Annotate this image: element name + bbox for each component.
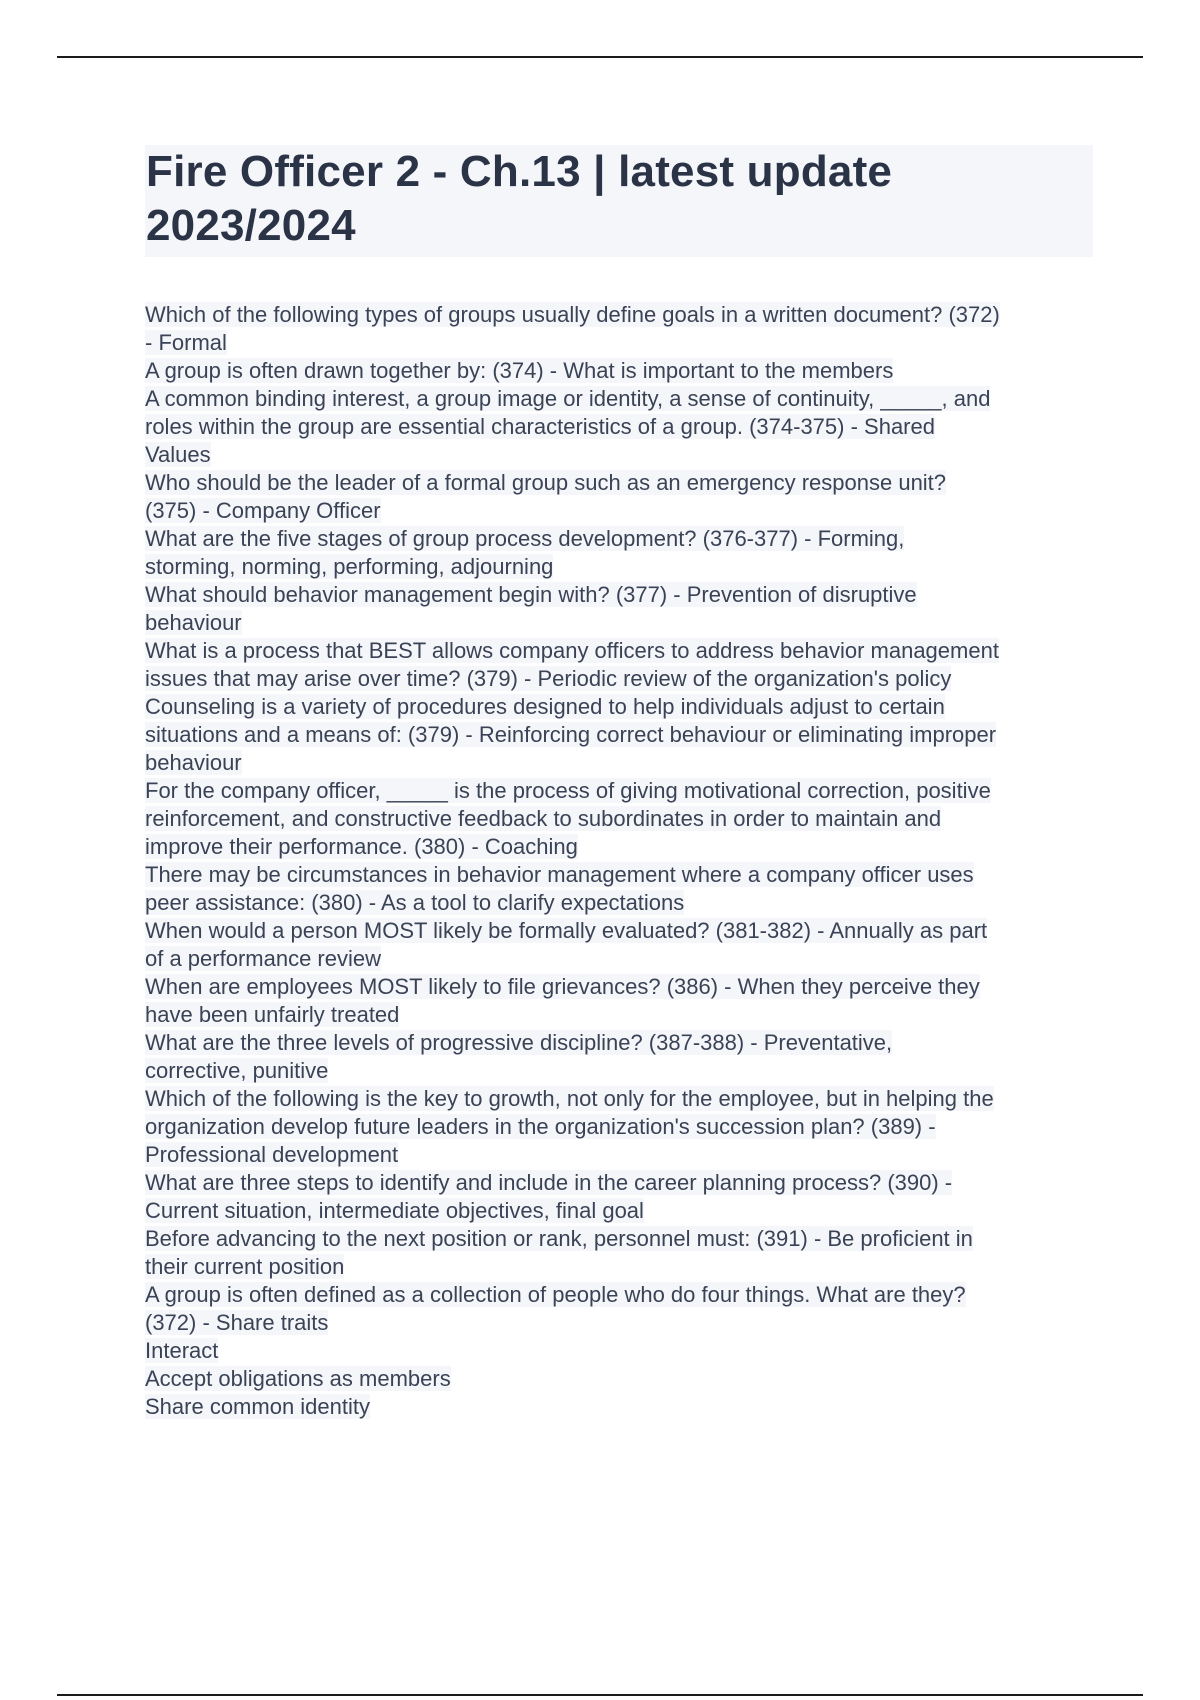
content-line-text: A group is often drawn together by: (374) - What is important to the members [145, 358, 894, 383]
content-line [145, 357, 1095, 385]
content-line-text: (375) - Company Officer [145, 498, 381, 523]
content-line-text: What are three steps to identify and include in the career planning process? (390) - [145, 1170, 953, 1195]
content-line-text: of a performance review [145, 946, 381, 971]
content-line-text: When would a person MOST likely be formally evaluated? (381-382) - Annually as part [145, 918, 988, 943]
content-line-text: Professional development [145, 1142, 399, 1167]
content-line [145, 469, 1095, 497]
content-line [145, 1197, 1095, 1225]
content-line-text: issues that may arise over time? (379) - Periodic review of the organization's policy [145, 666, 952, 691]
content-line [145, 329, 1095, 357]
content-line [145, 1365, 1095, 1393]
content-line [145, 1337, 1095, 1365]
content-line-text: A common binding interest, a group image or identity, a sense of continuity, _____, and [145, 386, 991, 411]
content-line-text: peer assistance: (380) - As a tool to clarify expectations [145, 890, 685, 915]
content-line-text: situations and a means of: (379) - Reinforcing correct behaviour or eliminating improper [145, 722, 997, 747]
content-line-text: A group is often defined as a collection of people who do four things. What are they? [145, 1282, 966, 1307]
content-line-text: Share common identity [145, 1394, 370, 1419]
content-line-text: When are employees MOST likely to file grievances? (386) - When they perceive they [145, 974, 980, 999]
content-line-text: improve their performance. (380) - Coaching [145, 834, 578, 859]
content-line-text: What are the five stages of group process development? (376-377) - Forming, [145, 526, 905, 551]
content-line [145, 1309, 1095, 1337]
content-line [145, 1225, 1095, 1253]
content-line [145, 973, 1095, 1001]
content-line [145, 1001, 1095, 1029]
content-line-text: For the company officer, _____ is the process of giving motivational correction, positive [145, 778, 991, 803]
content-line-text: What should behavior management begin with? (377) - Prevention of disruptive [145, 582, 917, 607]
content-line-text: organization develop future leaders in the organization's succession plan? (389) - [145, 1114, 936, 1139]
content-line-text: roles within the group are essential characteristics of a group. (374-375) - Shared [145, 414, 935, 439]
content-line [145, 301, 1095, 329]
content-line-text: behaviour [145, 750, 242, 775]
content-line [145, 637, 1095, 665]
content-line-text: reinforcement, and constructive feedback to subordinates in order to maintain and [145, 806, 942, 831]
content-line-text: There may be circumstances in behavior management where a company officer uses [145, 862, 974, 887]
content-line [145, 665, 1095, 693]
content-line [145, 889, 1095, 917]
content-line [145, 497, 1095, 525]
title-line-1: Fire Officer 2 - Ch.13 | latest update [146, 147, 893, 196]
content-line-text: storming, norming, performing, adjourning [145, 554, 554, 579]
content-line [145, 1169, 1095, 1197]
content-line [145, 861, 1095, 889]
content-line [145, 1393, 1095, 1421]
content-line [145, 1085, 1095, 1113]
content-line [145, 917, 1095, 945]
content-line [145, 833, 1095, 861]
content-line [145, 581, 1095, 609]
title-line-2: 2023/2024 [146, 201, 356, 250]
content-line-text: corrective, punitive [145, 1058, 329, 1083]
content-line [145, 693, 1095, 721]
content-line-text: Before advancing to the next position or rank, personnel must: (391) - Be proficient in [145, 1226, 973, 1251]
content-line-text: Which of the following types of groups usually define goals in a written document? (372) [145, 302, 1000, 327]
content-line-text: have been unfairly treated [145, 1002, 400, 1027]
content-line-text: Counseling is a variety of procedures designed to help individuals adjust to certain [145, 694, 945, 719]
content-line [145, 1113, 1095, 1141]
content-line-text: Values [145, 442, 211, 467]
content-line-text: What is a process that BEST allows company officers to address behavior management [145, 638, 999, 663]
title-block [145, 145, 1093, 257]
content-line [145, 553, 1095, 581]
content-line-text: behaviour [145, 610, 242, 635]
content-line [145, 721, 1095, 749]
content-line-text: Current situation, intermediate objectives, final goal [145, 1198, 644, 1223]
content-line [145, 1057, 1095, 1085]
content-line-text: - Formal [145, 330, 227, 355]
content-line [145, 525, 1095, 553]
content-line [145, 1253, 1095, 1281]
top-rule [57, 56, 1143, 58]
content-line-text: their current position [145, 1254, 345, 1279]
bottom-rule [57, 1694, 1143, 1696]
content-line [145, 413, 1095, 441]
content-line-text: Which of the following is the key to growth, not only for the employee, but in helping the [145, 1086, 994, 1111]
content-line-text: What are the three levels of progressive discipline? (387-388) - Preventative, [145, 1030, 893, 1055]
content-line-text: Who should be the leader of a formal group such as an emergency response unit? [145, 470, 947, 495]
content-line [145, 945, 1095, 973]
document-title [145, 145, 1093, 253]
content-line-text: Accept obligations as members [145, 1366, 451, 1391]
content-line [145, 805, 1095, 833]
content-line [145, 749, 1095, 777]
content-line [145, 441, 1095, 469]
content-line-text: Interact [145, 1338, 219, 1363]
content-line-text: (372) - Share traits [145, 1310, 329, 1335]
content-line [145, 1281, 1095, 1309]
content-line [145, 609, 1095, 637]
content-line [145, 777, 1095, 805]
content-line [145, 1029, 1095, 1057]
qa-content [145, 301, 1095, 1421]
content-line [145, 385, 1095, 413]
content-line [145, 1141, 1095, 1169]
